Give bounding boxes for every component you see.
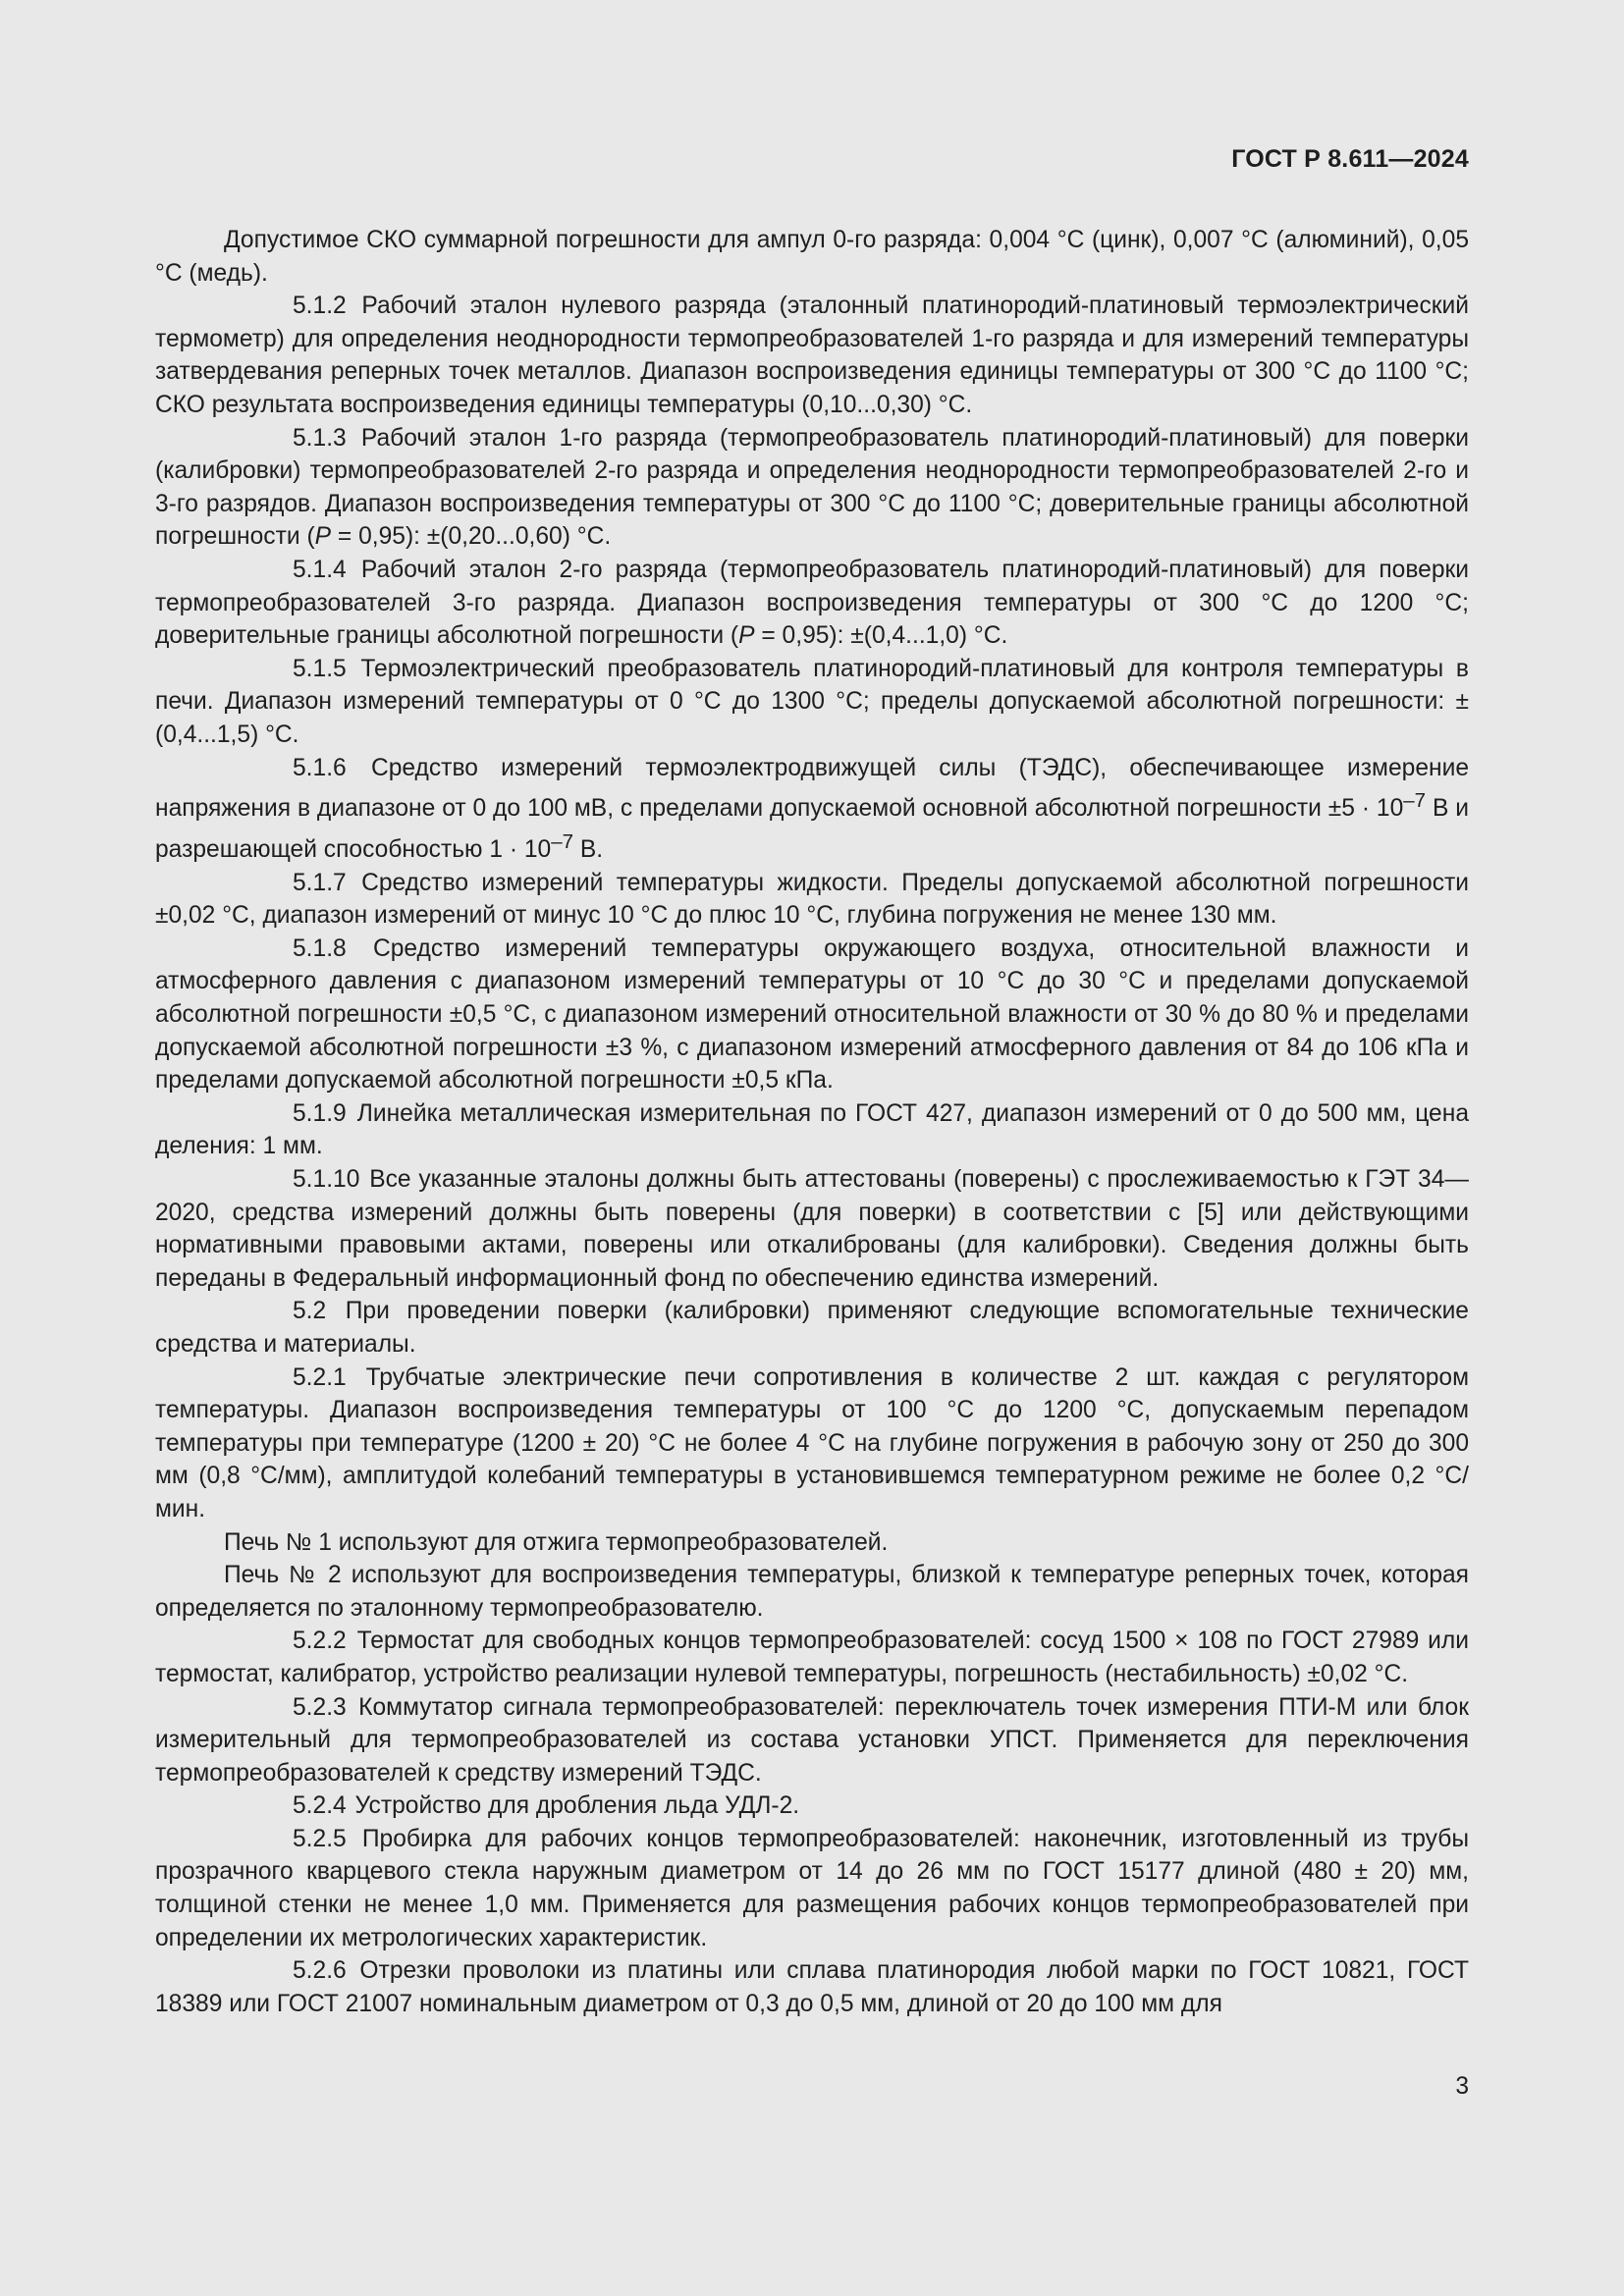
- paragraph-text: Рабочий эталон 2-го разряда (термопреобразователь платинородий-платиновый) для поверки термопреобразователей 3-го разряда. Диапазон воспроизведения температуры от 300 °С до 1200 °С; доверительные границы абсолютной погрешности (P = 0,95): ±(0,4...1,0) °С.: [155, 556, 1469, 650]
- section-number: 5.2.5: [293, 1825, 347, 1852]
- paragraph: [155, 290, 1469, 421]
- paragraph-text: Средство измерений температуры окружающего воздуха, относительной влажности и атмосферного давления с диапазоном измерений температуры от 10 °С до 30 °С и пределами допускаемой абсолютной погрешности ±0,5 °С, с диапазоном измерений относительной влажности от 30 % до 80 % и пределами допускаемой абсолютной погрешности ±3 %, с диапазоном измерений атмосферного давления от 84 до 106 кПа и пределами допускаемой абсолютной погрешности ±0,5 кПа.: [155, 934, 1469, 1095]
- section-number: 5.1.10: [293, 1166, 360, 1193]
- section-number: 5.2.3: [293, 1693, 347, 1721]
- section-number: 5.2.4: [293, 1792, 347, 1820]
- paragraph-text: Допустимое СКО суммарной погрешности для ампул 0-го разряда: 0,004 °С (цинк), 0,007 °С (алюминий), 0,05 °С (медь).: [155, 227, 1469, 287]
- document-body: [155, 224, 1469, 2020]
- section-number: 5.2.2: [293, 1628, 347, 1655]
- paragraph-text: Отрезки проволоки из платины или сплава платинородия любой марки по ГОСТ 10821, ГОСТ 18389 или ГОСТ 21007 номинальным диаметром от 0,3 до 0,5 мм, длиной от 20 до 100 мм для: [155, 1957, 1469, 2017]
- page-number: 3: [1455, 2073, 1469, 2100]
- paragraph-text: Все указанные эталоны должны быть аттестованы (поверены) с прослеживаемостью к ГЭТ 34—2020, средства измерений должны быть поверены (для поверки) в соответствии с [5] или действующими нормативными правовыми актами, поверены или откалиброваны (для калибровки). Сведения должны быть переданы в Федеральный информационный фонд по обеспечению единства измерений.: [155, 1166, 1469, 1292]
- section-number: 5.1.3: [293, 424, 347, 452]
- section-number: 5.1.6: [293, 754, 347, 781]
- paragraph-text: Термоэлектрический преобразователь платинородий-платиновый для контроля температуры в печи. Диапазон измерений температуры от 0 °С до 1300 °С; пределы допускаемой абсолютной погрешности: ±(0,4...1,5) °С.: [155, 655, 1469, 748]
- paragraph-text: Линейка металлическая измерительная по ГОСТ 427, диапазон измерений от 0 до 500 мм, цена деления: 1 мм.: [155, 1099, 1469, 1160]
- paragraph: [155, 554, 1469, 653]
- document-code-header: ГОСТ Р 8.611—2024: [1231, 145, 1469, 173]
- paragraph: [155, 752, 1469, 867]
- paragraph: [155, 1559, 1469, 1625]
- paragraph: [155, 1295, 1469, 1361]
- section-number: 5.2: [293, 1298, 327, 1325]
- paragraph-text: Рабочий эталон 1-го разряда (термопреобразователь платинородий-платиновый) для поверки (калибровки) термопреобразователей 2-го разряда и определения неоднородности термопреобразователей 2-го и 3-го разрядов. Диапазон воспроизведения температуры от 300 °С до 1100 °С; доверительные границы абсолютной погрешности (P = 0,95): ±(0,20...0,60) °С.: [155, 424, 1469, 551]
- section-number: 5.2.6: [293, 1957, 347, 1985]
- paragraph: [155, 224, 1469, 290]
- paragraph: [155, 1362, 1469, 1526]
- paragraph-text: Трубчатые электрические печи сопротивления в количестве 2 шт. каждая с регулятором температуры. Диапазон воспроизведения температуры от 100 °С до 1200 °С, допускаемым перепадом температуры при температуре (1200 ± 20) °С не более 4 °С на глубине погружения в рабочую зону от 250 до 300 мм (0,8 °С/мм), амплитудой колебаний температуры в установившемся температурном режиме не более 0,2 °С/мин.: [155, 1363, 1469, 1522]
- paragraph-text: Печь № 2 используют для воспроизведения температуры, близкой к температуре реперных точек, которая определяется по эталонному термопреобразователю.: [155, 1562, 1469, 1622]
- paragraph-text: Рабочий эталон нулевого разряда (эталонный платинородий-платиновый термоэлектрический термометр) для определения неоднородности термопреобразователей 1-го разряда и для измерений температуры затвердевания реперных точек металлов. Диапазон воспроизведения единицы температуры от 300 °С до 1100 °С; СКО результата воспроизведения единицы температуры (0,10...0,30) °С.: [155, 293, 1469, 418]
- paragraph: [155, 422, 1469, 554]
- paragraph-text: Печь № 1 используют для отжига термопреобразователей.: [224, 1528, 889, 1556]
- paragraph: [155, 1954, 1469, 2020]
- paragraph: [155, 1163, 1469, 1295]
- paragraph: [155, 1789, 1469, 1823]
- paragraph: [155, 1526, 1469, 1560]
- section-number: 5.1.5: [293, 655, 347, 682]
- paragraph: [155, 1625, 1469, 1690]
- paragraph-text: Устройство для дробления льда УДЛ-2.: [354, 1792, 800, 1820]
- section-number: 5.1.8: [293, 934, 347, 962]
- paragraph-text: При проведении поверки (калибровки) применяют следующие вспомогательные технические средства и материалы.: [155, 1298, 1469, 1358]
- paragraph-text: Пробирка для рабочих концов термопреобразователей: наконечник, изготовленный из трубы прозрачного кварцевого стекла наружным диаметром от 14 до 26 мм по ГОСТ 15177 длиной (480 ± 20) мм, толщиной стенки не менее 1,0 мм. Применяется для размещения рабочих концов термопреобразователей при определении их метрологических характеристик.: [155, 1825, 1469, 1951]
- paragraph-text: Средство измерений термоэлектродвижущей силы (ТЭДС), обеспечивающее измерение напряжения в диапазоне от 0 до 100 мВ, с пределами допускаемой основной абсолютной погрешности $\pm 5 \cdot 10^{-7}$ В и разрешающей способностью $1 \cdot 10^{-7}$ В.: [155, 754, 1470, 864]
- paragraph: [155, 933, 1469, 1097]
- paragraph: [155, 1097, 1469, 1163]
- paragraph-text: Термостат для свободных концов термопреобразователей: сосуд 1500 × 108 по ГОСТ 27989 или термостат, калибратор, устройство реализации нулевой температуры, погрешность (нестабильность) ±0,02 °С.: [155, 1628, 1469, 1687]
- paragraph-text: Коммутатор сигнала термопреобразователей: переключатель точек измерения ПТИ-М или блок измерительный для термопреобразователей из состава установки УПСТ. Применяется для переключения термопреобразователей к средству измерений ТЭДС.: [155, 1693, 1469, 1787]
- section-number: 5.2.1: [293, 1363, 347, 1391]
- paragraph: [155, 653, 1469, 752]
- section-number: 5.1.7: [293, 869, 347, 896]
- section-number: 5.1.2: [293, 293, 347, 320]
- paragraph-text: Средство измерений температуры жидкости. Пределы допускаемой абсолютной погрешности ±0,02 °С, диапазон измерений от минус 10 °С до плюс 10 °С, глубина погружения не менее 130 мм.: [155, 869, 1469, 930]
- section-number: 5.1.4: [293, 556, 347, 583]
- section-number: 5.1.9: [293, 1099, 347, 1127]
- paragraph: [155, 1823, 1469, 1954]
- paragraph: [155, 867, 1469, 933]
- paragraph: [155, 1691, 1469, 1790]
